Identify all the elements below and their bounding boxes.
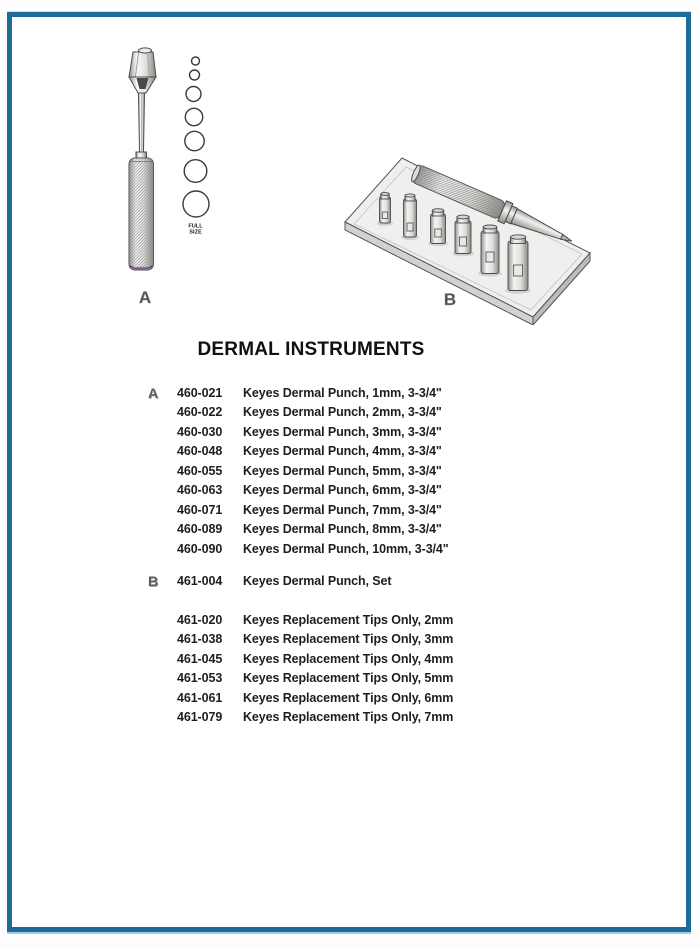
replacement-tip	[401, 194, 419, 240]
part-number: 461-079	[177, 710, 223, 725]
part-number: 460-021	[177, 385, 223, 400]
catalog	[145, 383, 565, 727]
replacement-tip	[377, 193, 393, 226]
item-description: Keyes Dermal Punch, 4mm, 3-3/4"	[243, 444, 442, 459]
catalog-row	[145, 422, 565, 442]
item-description: Keyes Replacement Tips Only, 2mm	[243, 612, 454, 627]
catalog-row	[145, 708, 565, 728]
catalog-row	[145, 572, 565, 592]
part-number: 461-053	[177, 671, 223, 686]
part-number: 461-038	[177, 632, 223, 647]
handle-base-tint	[131, 267, 152, 271]
item-description: Keyes Replacement Tips Only, 4mm	[243, 651, 454, 666]
full-size-label-line2: SIZE	[189, 229, 202, 236]
part-number: 460-063	[177, 483, 223, 498]
page-title: DERMAL INSTRUMENTS	[197, 339, 425, 360]
item-description: Keyes Dermal Punch, 2mm, 3-3/4"	[243, 405, 442, 420]
part-number: 460-090	[177, 541, 223, 556]
part-number: 461-061	[177, 690, 223, 705]
item-description: Keyes Replacement Tips Only, 5mm	[243, 671, 454, 686]
item-description: Keyes Dermal Punch, 6mm, 3-3/4"	[243, 483, 442, 498]
figure-a-illustration	[100, 40, 240, 320]
size-circle	[185, 131, 204, 150]
part-number: 460-055	[177, 463, 223, 478]
catalog-row	[145, 481, 565, 501]
punch-handle	[129, 158, 154, 270]
catalog-row	[145, 500, 565, 520]
item-description: Keyes Replacement Tips Only, 3mm	[243, 632, 454, 647]
catalog-row	[145, 383, 565, 403]
catalog-section	[145, 383, 565, 559]
part-number: 460-048	[177, 444, 223, 459]
replacement-tip	[428, 209, 448, 247]
catalog-row	[145, 520, 565, 540]
part-number: 461-020	[177, 612, 223, 627]
catalog-row	[145, 669, 565, 689]
catalog-row	[145, 539, 565, 559]
size-circle	[186, 87, 201, 102]
catalog-row	[145, 630, 565, 650]
item-description: Keyes Dermal Punch, 1mm, 3-3/4"	[243, 385, 442, 400]
size-circle	[190, 70, 200, 80]
catalog-row	[145, 649, 565, 669]
item-description: Keyes Replacement Tips Only, 7mm	[243, 710, 454, 725]
size-circle	[184, 160, 207, 183]
size-circles	[183, 57, 209, 217]
part-number: 460-022	[177, 405, 223, 420]
item-description: Keyes Replacement Tips Only, 6mm	[243, 690, 454, 705]
part-number: 460-071	[177, 502, 223, 517]
figure-b-illustration	[320, 150, 620, 325]
section-marker: A	[148, 384, 159, 401]
size-circle	[183, 191, 209, 217]
punch-instrument	[129, 48, 156, 270]
figure-b-label: B	[443, 290, 457, 309]
part-number: 460-030	[177, 424, 223, 439]
catalog-row	[145, 688, 565, 708]
catalog-row	[145, 403, 565, 423]
catalog-section	[145, 572, 565, 592]
part-number: 460-089	[177, 522, 223, 537]
catalog-row	[145, 461, 565, 481]
catalog-row	[145, 442, 565, 462]
replacement-tip	[505, 235, 531, 294]
item-description: Keyes Dermal Punch, 10mm, 3-3/4"	[243, 541, 449, 556]
catalog-section	[145, 610, 565, 727]
item-description: Keyes Dermal Punch, 8mm, 3-3/4"	[243, 522, 442, 537]
part-number: 461-045	[177, 651, 223, 666]
section-marker: B	[148, 573, 159, 590]
item-description: Keyes Dermal Punch, 5mm, 3-3/4"	[243, 463, 442, 478]
punch-head	[129, 48, 156, 93]
size-circle	[185, 108, 202, 125]
part-number: 461-004	[177, 574, 223, 589]
item-description: Keyes Dermal Punch, 3mm, 3-3/4"	[243, 424, 442, 439]
replacement-tip	[478, 225, 502, 277]
size-circle	[192, 57, 200, 65]
item-description: Keyes Dermal Punch, Set	[243, 574, 392, 589]
figure-a-label: A	[138, 288, 152, 307]
catalog-row	[145, 610, 565, 630]
full-size-label-line1: FULL	[188, 223, 203, 230]
item-description: Keyes Dermal Punch, 7mm, 3-3/4"	[243, 502, 442, 517]
replacement-tip	[452, 215, 474, 256]
